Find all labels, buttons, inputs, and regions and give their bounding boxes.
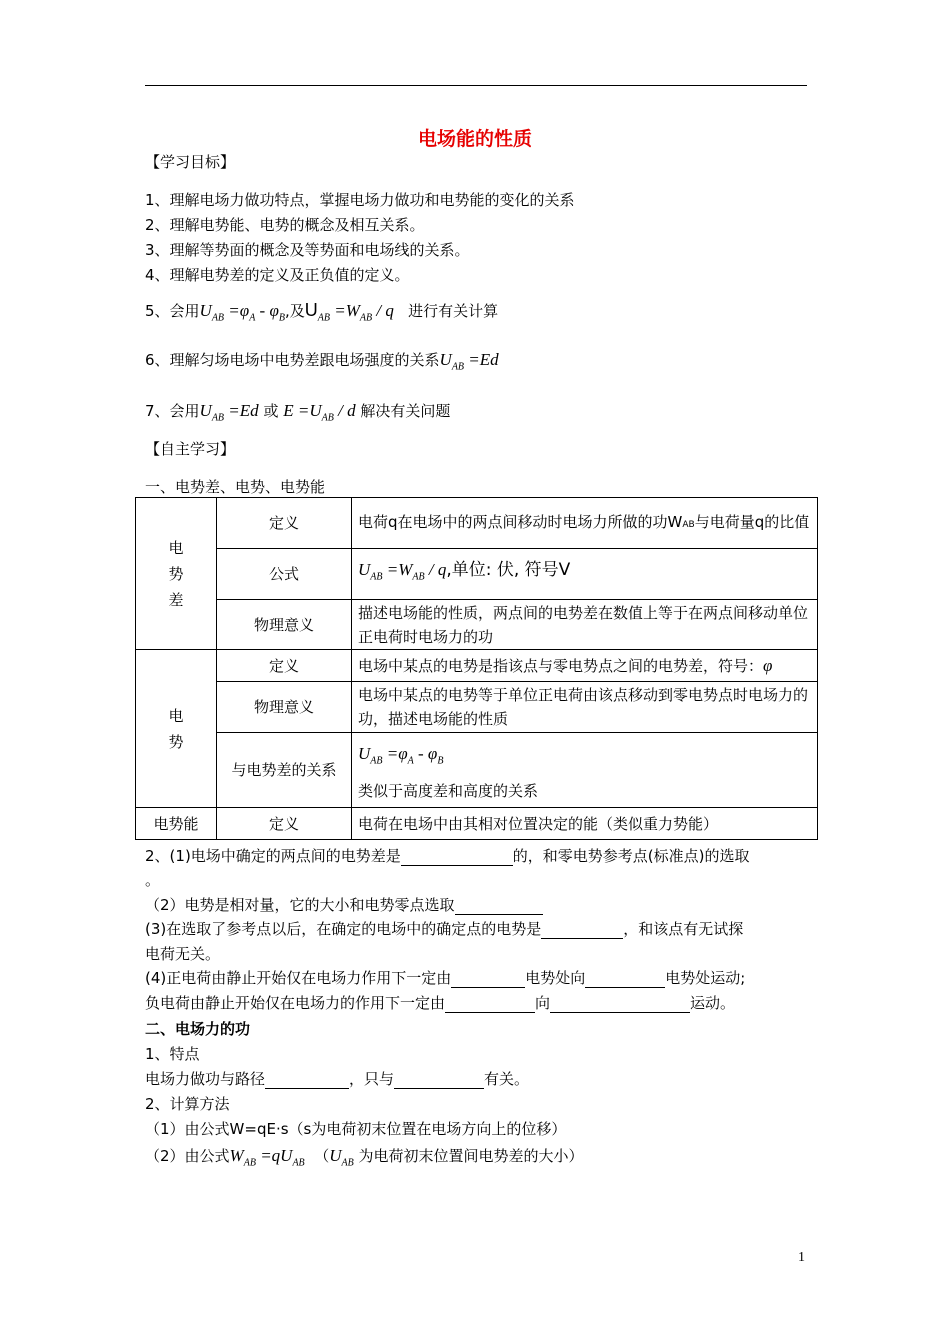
goal-7-suffix: 解决有关问题 xyxy=(360,402,451,420)
row-label-energy-definition: 定义 xyxy=(217,808,352,840)
formula-uab-ed: $U_{AB} =Ed$ xyxy=(439,350,499,373)
row-label-definition: 定义 xyxy=(217,498,352,549)
goal-5-prefix: 5、会用 xyxy=(145,302,200,320)
group-potential-energy: 电势能 xyxy=(136,808,217,840)
group-potential: 电 势 xyxy=(136,650,217,808)
page-number: 1 xyxy=(798,1250,805,1265)
row-text-physical-meaning: 描述电场能的性质，两点间的电势差在数值上等于在两点间移动单位正电荷时电场力的功 xyxy=(352,600,818,650)
formula-u-letter: U xyxy=(304,300,318,320)
row-text-relation: $U_{AB} =\varphi_A - \varphi_B$ 类似于高度差和高度的关系 xyxy=(352,733,818,808)
formula-uab-ed-2: $U_{AB} =Ed$ xyxy=(199,401,259,424)
blank-2[interactable] xyxy=(455,898,543,915)
row-text-potential-definition: 电场中某点的电势是指该点与零电势点之间的电势差，符号：φ xyxy=(352,650,818,682)
formula-e-uab-d: $E =U_{AB} / d$ xyxy=(283,401,356,424)
group-potential-difference: 电 势 差 xyxy=(136,498,217,650)
q2-4: (4)正电荷由静止开始仅在电场力作用下一定由 电势处向 电势处运动; xyxy=(145,969,746,987)
p2-1: 1、特点 xyxy=(145,1045,200,1063)
part-2-heading: 二、电场力的功 xyxy=(145,1020,251,1038)
page-title: 电场能的性质 xyxy=(417,128,532,150)
row-text-formula: $U_{AB} =W_{AB} / q$,单位: 伏, 符号V xyxy=(352,549,818,600)
p2-1a: 电场力做功与路径 ，只与 有关。 xyxy=(145,1070,530,1088)
goal-1: 1、理解电场力做功特点，掌握电场力做功和电势能的变化的关系 xyxy=(145,191,575,209)
part-1-heading: 一、电势差、电势、电势能 xyxy=(145,478,326,496)
goal-6-prefix: 6、理解匀场电场中电势差跟电场强度的关系 xyxy=(145,351,440,369)
q2-2: （2）电势是相对量，它的大小和电势零点选取 xyxy=(145,894,543,915)
row-label-physical-meaning: 物理意义 xyxy=(217,600,352,650)
row-label-formula: 公式 xyxy=(217,549,352,600)
p2-2b: （2）由公式$W_{AB} =qU_{AB}$ （$U_{AB}$ 为电荷初末位置间电势差的大小） xyxy=(145,1146,584,1169)
concept-table xyxy=(135,497,818,840)
formula-wab-quab: $W_{AB} =qU_{AB}$ xyxy=(229,1146,305,1169)
blank-1[interactable] xyxy=(401,849,513,866)
blank-7[interactable] xyxy=(550,996,690,1013)
goal-7-prefix: 7、会用 xyxy=(145,402,200,420)
goal-3: 3、理解等势面的概念及等势面和电场线的关系。 xyxy=(145,241,470,259)
blank-8[interactable] xyxy=(265,1072,349,1089)
header-rule xyxy=(145,85,807,86)
formula-uab-phi: $U_{AB} =\varphi_A - \varphi_B$ xyxy=(199,301,285,324)
row-text-energy-definition: 电荷在电场中由其相对位置决定的能（类似重力势能） xyxy=(352,808,818,840)
formula-table-uab-phi: $U_{AB} =\varphi_A - \varphi_B$ xyxy=(358,744,444,767)
goal-7 xyxy=(145,400,450,423)
blank-6[interactable] xyxy=(445,996,535,1013)
goal-4: 4、理解电势差的定义及正负值的定义。 xyxy=(145,266,410,284)
row-label-potential-meaning: 物理意义 xyxy=(217,682,352,733)
formula-uab-w: $_{AB} =W_{AB} / q$ xyxy=(317,301,394,324)
phi-symbol: φ xyxy=(763,655,773,675)
formula-uab-small: $U_{AB}$ xyxy=(329,1146,354,1169)
blank-3[interactable] xyxy=(541,922,623,939)
q2-1-end: 。 xyxy=(145,871,161,889)
goal-6 xyxy=(145,349,499,372)
q2-3: (3)在选取了参考点以后，在确定的电场中的确定点的电势是 ，和该点有无试探 xyxy=(145,920,744,938)
q2-1: 2、(1)电场中确定的两点间的电势差是 的，和零电势参考点(标准点)的选取 xyxy=(145,847,750,865)
goal-5 xyxy=(145,300,498,323)
goal-2: 2、理解电势能、电势的概念及相互关系。 xyxy=(145,216,425,234)
row-label-relation: 与电势差的关系 xyxy=(217,733,352,808)
section-goals: 【学习目标】 xyxy=(145,153,236,171)
formula-table-uab: $U_{AB} =W_{AB} / q$ xyxy=(358,560,447,583)
p2-2a: （1）由公式W=qE·s（s为电荷初末位置在电场方向上的位移） xyxy=(145,1120,567,1138)
blank-9[interactable] xyxy=(394,1072,484,1089)
row-text-definition: 电荷q在电场中的两点间移动时电场力所做的功WAB与电荷量q的比值 xyxy=(352,498,818,549)
goal-7-mid: 或 xyxy=(263,402,279,420)
goal-5-suffix: 进行有关计算 xyxy=(408,302,499,320)
q2-3-end: 电荷无关。 xyxy=(145,945,221,963)
blank-5[interactable] xyxy=(585,971,665,988)
blank-4[interactable] xyxy=(451,971,525,988)
goal-5-mid: ,及 xyxy=(284,302,305,320)
section-self-study: 【自主学习】 xyxy=(145,440,236,458)
row-label-potential-definition: 定义 xyxy=(217,650,352,682)
row-text-potential-meaning: 电场中某点的电势等于单位正电荷由该点移动到零电势点时电场力的功，描述电场能的性质 xyxy=(352,682,818,733)
p2-2: 2、计算方法 xyxy=(145,1095,230,1113)
q2-4-line2: 负电荷由静止开始仅在电场力的作用下一定由 向 运动。 xyxy=(145,994,736,1012)
